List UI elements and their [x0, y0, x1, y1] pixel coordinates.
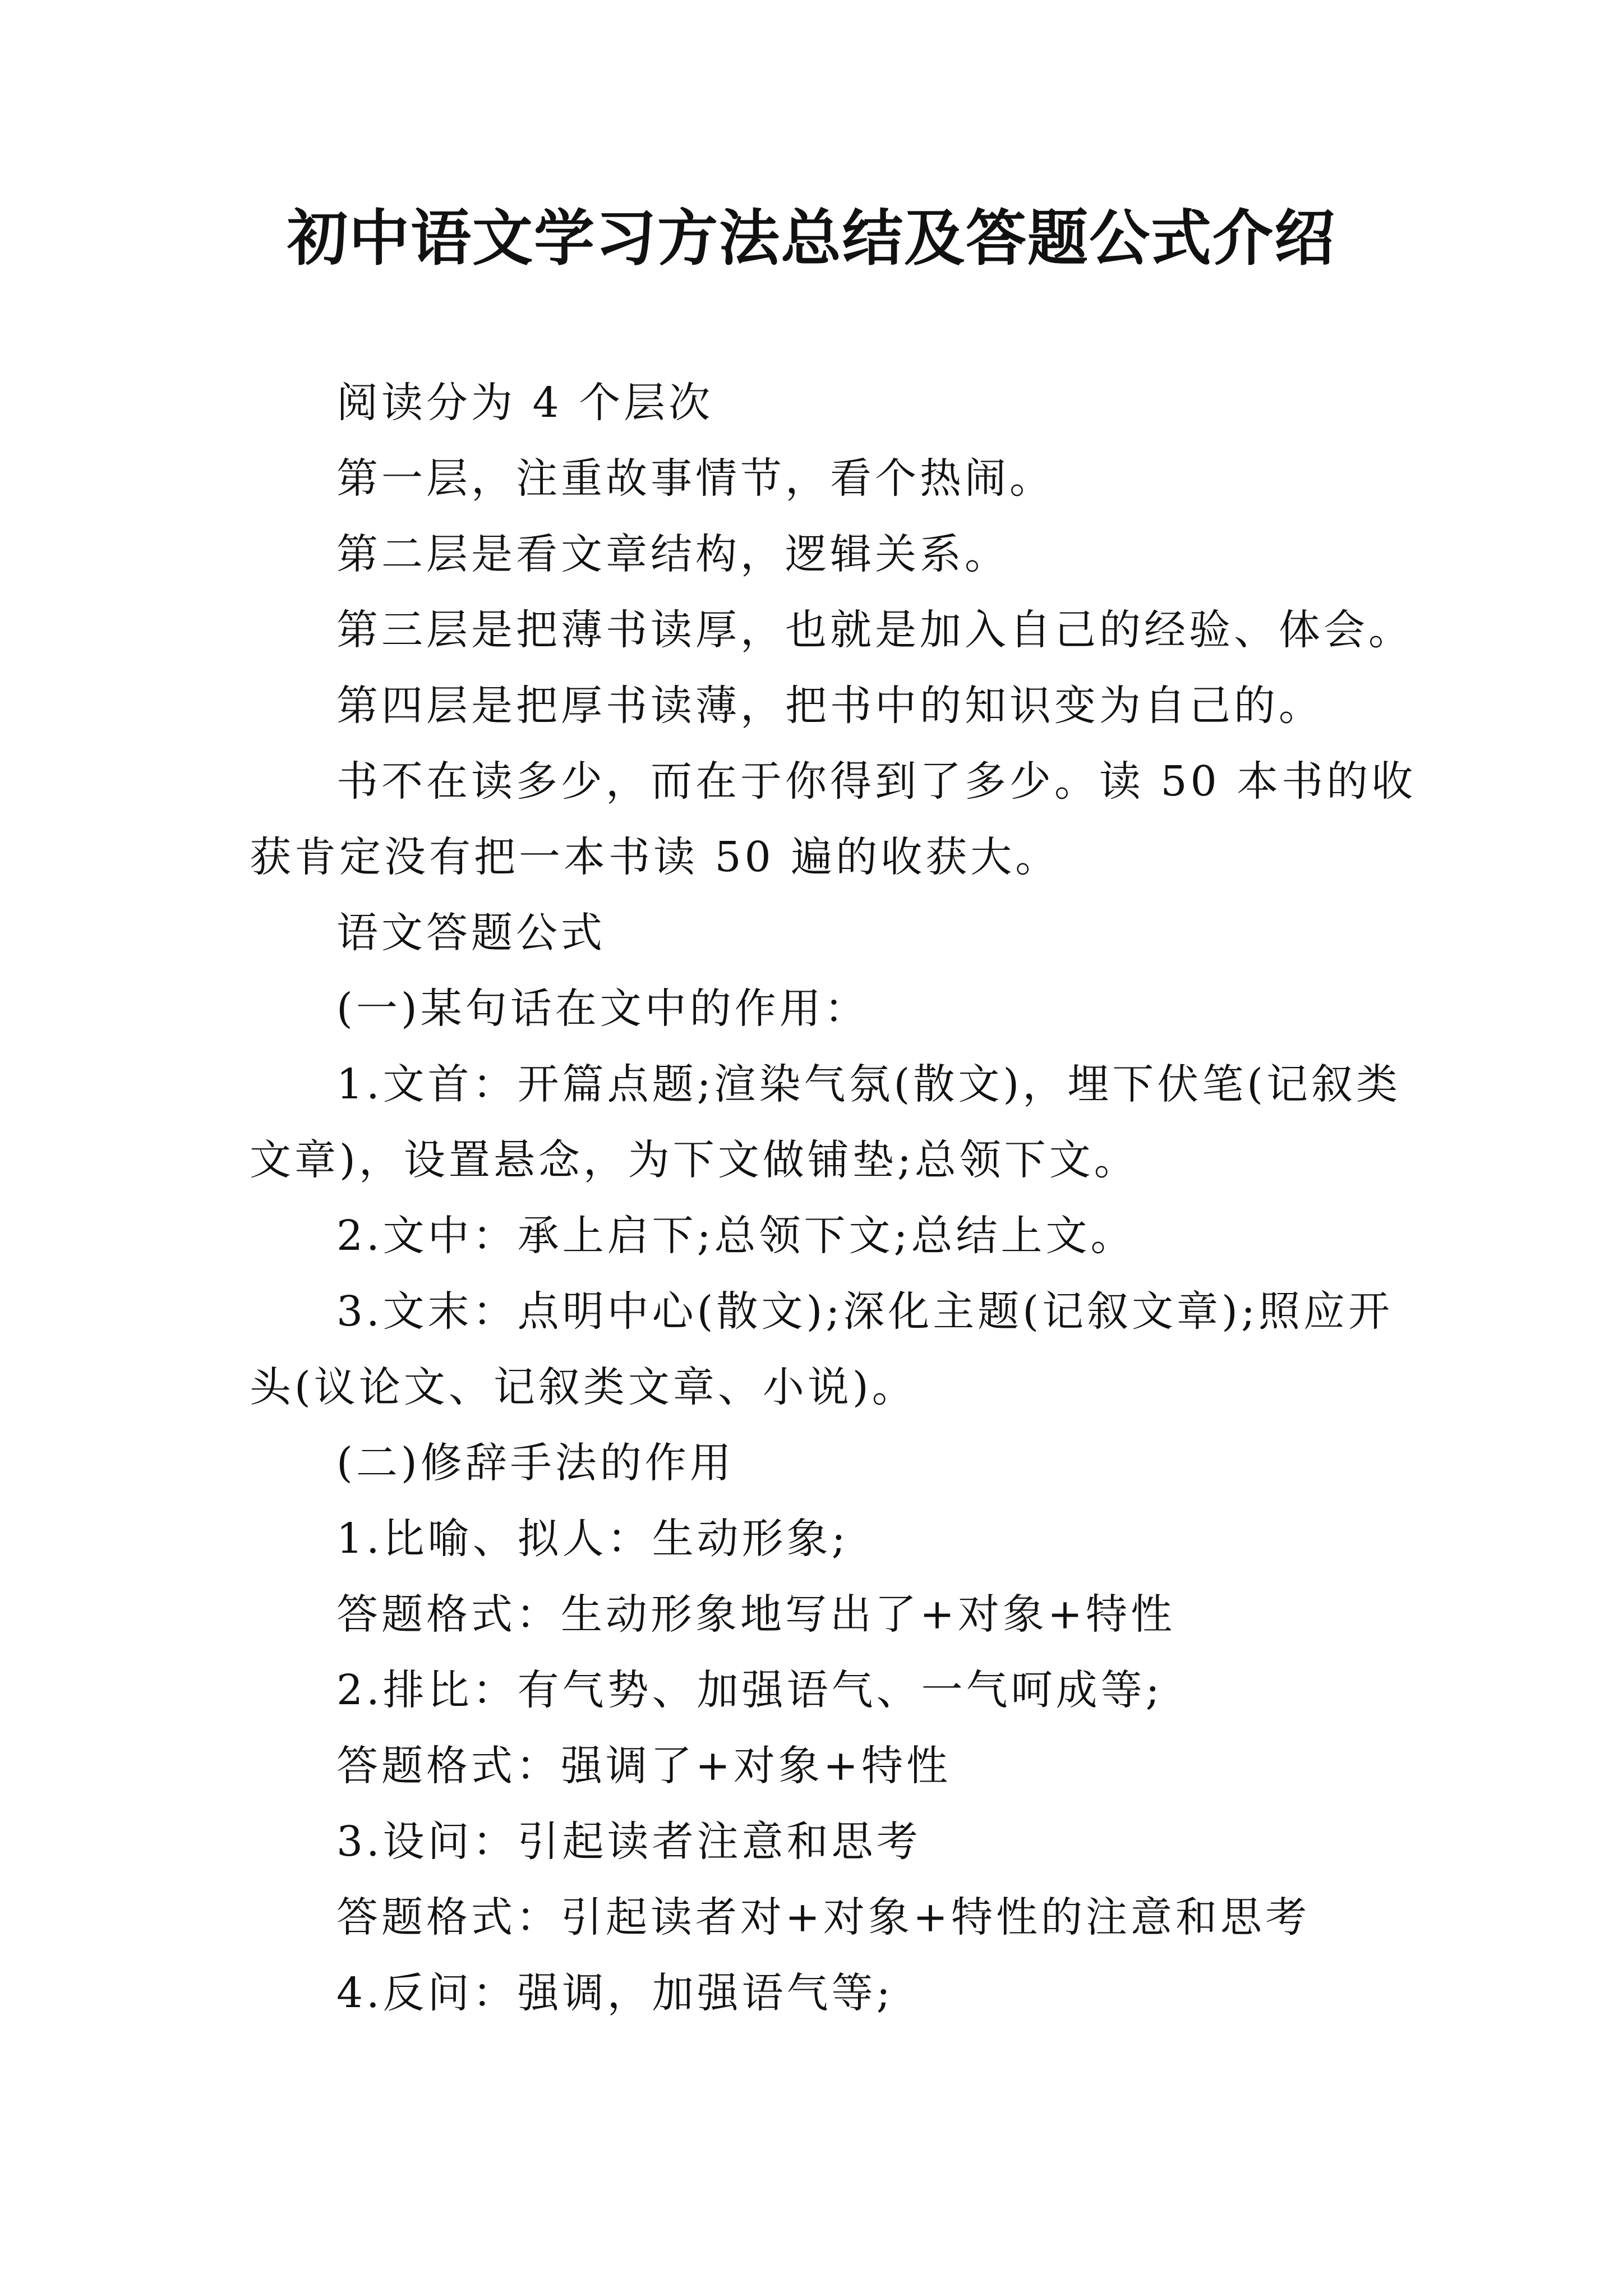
- paragraph-line: 3.文末：点明中心(散文);深化主题(记叙文章);照应开: [336, 1287, 1393, 1336]
- document-title: 初中语文学习方法总结及答题公式介绍: [287, 203, 1336, 274]
- paragraph-line: 获肯定没有把一本书读 50 遍的收获大。: [250, 833, 1061, 881]
- paragraph-line: 第二层是看文章结构，逻辑关系。: [336, 530, 1009, 578]
- paragraph-line: 阅读分为 4 个层次: [336, 379, 714, 427]
- paragraph-line: 头(议论文、记叙类文章、小说)。: [250, 1363, 917, 1411]
- paragraph-line: 3.设问：引起读者注意和思考: [336, 1818, 921, 1866]
- paragraph-line: 4.反问：强调，加强语气等;: [336, 1969, 894, 2017]
- paragraph-line: 书不在读多少，而在于你得到了多少。读 50 本书的收: [336, 757, 1417, 806]
- section-heading: 语文答题公式: [336, 909, 606, 957]
- paragraph-line: 文章)，设置悬念，为下文做铺垫;总领下文。: [250, 1136, 1139, 1184]
- paragraph-line: 1.文首：开篇点题;渲染气氛(散文)，埋下伏笔(记叙类: [336, 1060, 1401, 1108]
- paragraph-line: 2.排比：有气势、加强语气、一气呵成等;: [336, 1666, 1163, 1714]
- paragraph-line: 第三层是把薄书读厚，也就是加入自己的经验、体会。: [336, 606, 1413, 654]
- paragraph-line: 答题格式：引起读者对+对象+特性的注意和思考: [336, 1893, 1311, 1941]
- paragraph-line: 第一层，注重故事情节，看个热闹。: [336, 454, 1054, 503]
- paragraph-line: 第四层是把厚书读薄，把书中的知识变为自己的。: [336, 682, 1324, 730]
- subsection-heading: (二)修辞手法的作用: [336, 1439, 735, 1487]
- paragraph-line: 1.比喻、拟人：生动形象;: [336, 1515, 849, 1563]
- paragraph-line: 答题格式：强调了+对象+特性: [336, 1742, 952, 1790]
- paragraph-line: 答题格式：生动形象地写出了+对象+特性: [336, 1590, 1176, 1639]
- subsection-heading: (一)某句话在文中的作用：: [336, 984, 869, 1033]
- paragraph-line: 2.文中：承上启下;总领下文;总结上文。: [336, 1212, 1136, 1260]
